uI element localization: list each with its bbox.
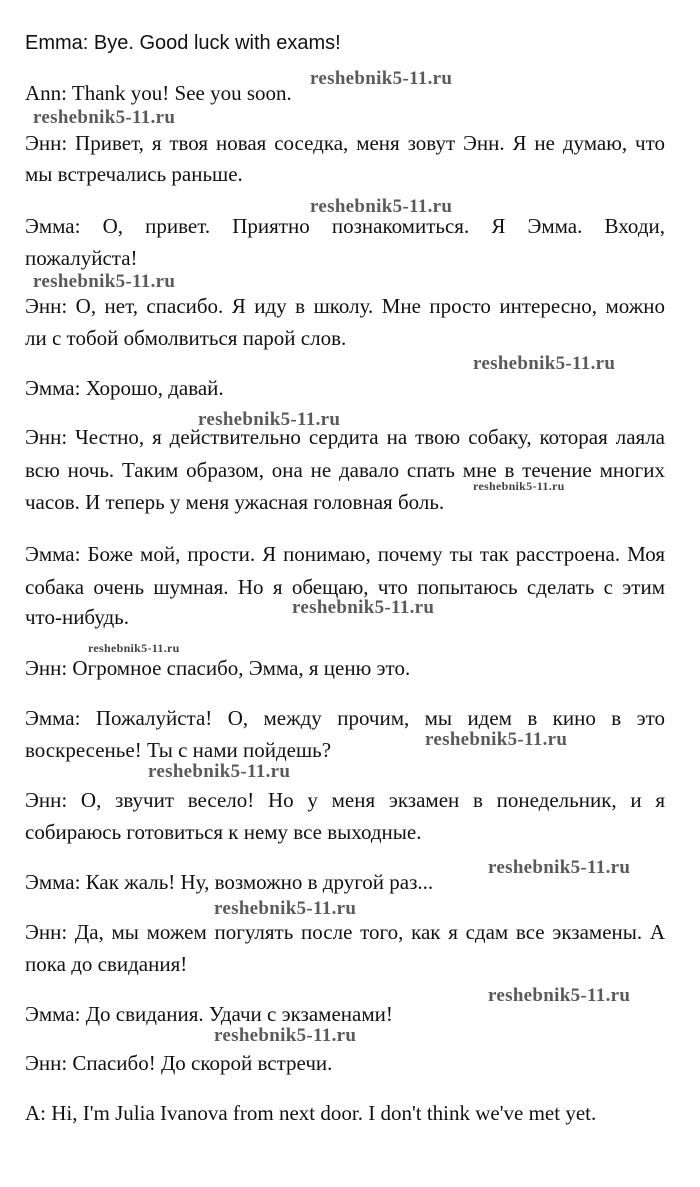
watermark: reshebnik5-11.ru	[310, 68, 453, 89]
watermark: reshebnik5-11.ru	[214, 898, 357, 919]
watermark: reshebnik5-11.ru	[488, 857, 631, 878]
watermark: reshebnik5-11.ru	[473, 353, 616, 374]
dialogue-line-julia: A: Hi, I'm Julia Ivanova from next door. I don't think we've met yet.	[25, 1101, 597, 1125]
dialogue-line-ann-3a: Энн: Честно, я действительно сердита на твою собаку, которая лаяла	[25, 425, 665, 449]
dialogue-line-emma-6: Эмма: До свидания. Удачи с экзаменами!	[25, 1002, 393, 1026]
dialogue-line-emma-5: Эмма: Как жаль! Ну, возможно в другой раз...	[25, 870, 434, 894]
watermark: reshebnik5-11.ru	[33, 271, 176, 292]
dialogue-line-emma-2: Эмма: Хорошо, давай.	[25, 376, 224, 400]
dialogue-line-ann-1a: Энн: Привет, я твоя новая соседка, меня зовут Энн. Я не думаю, что	[25, 131, 665, 155]
dialogue-line-emma-3c: что-нибудь.	[25, 605, 130, 629]
dialogue-line-ann-7: Энн: Спасибо! До скорой встречи.	[25, 1051, 333, 1075]
dialogue-line-ann-5a: Энн: О, звучит весело! Но у меня экзамен в понедельник, и я	[25, 788, 665, 812]
dialogue-line-ann-1b: мы встречались раньше.	[25, 162, 243, 186]
watermark: reshebnik5-11.ru	[425, 729, 568, 750]
dialogue-line-ann-2a: Энн: О, нет, спасибо. Я иду в школу. Мне просто интересно, можно	[25, 294, 665, 318]
watermark: reshebnik5-11.ru	[292, 597, 435, 618]
dialogue-line-ann-4: Энн: Огромное спасибо, Эмма, я ценю это.	[25, 656, 411, 680]
dialogue-line-emma-3a: Эмма: Боже мой, прости. Я понимаю, почему ты так расстроена. Моя	[25, 542, 665, 566]
watermark: reshebnik5-11.ru	[310, 196, 453, 217]
dialogue-line-ann-5b: собираюсь готовиться к нему все выходные.	[25, 820, 422, 844]
watermark: reshebnik5-11.ru	[198, 409, 341, 430]
dialogue-line-emma-1a: Эмма: О, привет. Приятно познакомиться. Я Эмма. Входи,	[25, 214, 665, 238]
watermark: reshebnik5-11.ru	[33, 107, 176, 128]
dialogue-line-ann-3c: часов. И теперь у меня ужасная головная боль.	[25, 490, 445, 514]
watermark: reshebnik5-11.ru	[488, 985, 631, 1006]
watermark: reshebnik5-11.ru	[88, 641, 180, 655]
dialogue-line-ann-thanks: Ann: Thank you! See you soon.	[25, 81, 292, 105]
dialogue-line-emma-4a: Эмма: Пожалуйста! О, между прочим, мы идем в кино в это	[25, 706, 665, 730]
dialogue-line-ann-2b: ли с тобой обмолвиться парой слов.	[25, 326, 347, 350]
dialogue-line-emma-4b: воскресенье! Ты с нами пойдешь?	[25, 738, 332, 762]
dialogue-line-emma-bye: Emma: Bye. Good luck with exams!	[25, 32, 341, 54]
watermark: reshebnik5-11.ru	[148, 761, 291, 782]
watermark: reshebnik5-11.ru	[473, 479, 565, 493]
dialogue-line-ann-3b: всю ночь. Таким образом, она не давало спать мне в течение многих	[25, 458, 665, 482]
dialogue-line-emma-3b: собака очень шумная. Но я обещаю, что попытаюсь сделать с этим	[25, 575, 665, 599]
dialogue-line-emma-1b: пожалуйста!	[25, 246, 138, 270]
dialogue-line-ann-6b: пока до свидания!	[25, 952, 188, 976]
dialogue-line-ann-6a: Энн: Да, мы можем погулять после того, как я сдам все экзамены. А	[25, 920, 665, 944]
watermark: reshebnik5-11.ru	[214, 1025, 357, 1046]
